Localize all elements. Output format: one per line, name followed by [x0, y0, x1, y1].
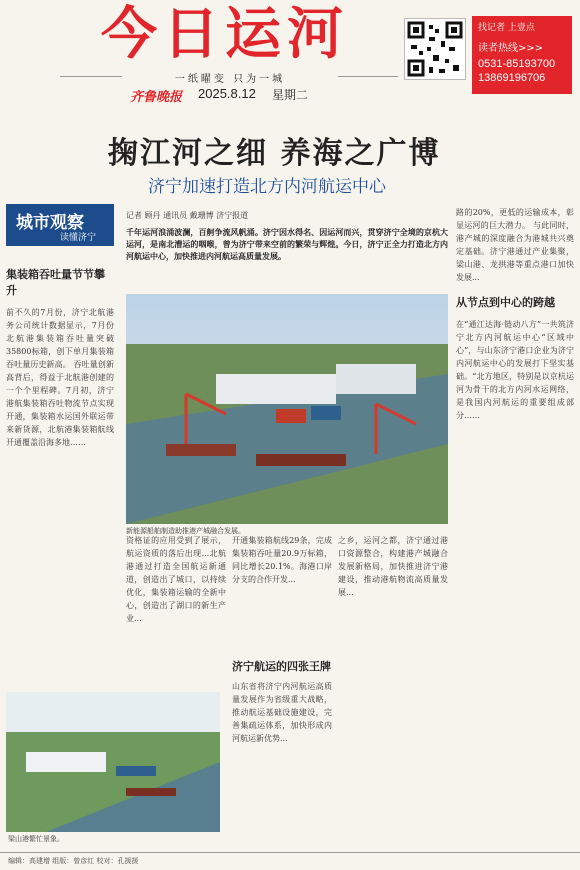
qr-code-icon[interactable]: [404, 18, 466, 80]
article-text: 在“通江达海·链动八方”一共筑济宁北方内河航运中心“区域中心”，与山东济宁港口企业为济宁内河航运中心的发展打下坚实基础。“北方地区，特别是以京杭运河为骨干的北方内河水运网络，是我国内河航运的重要组成部分……: [456, 320, 574, 420]
contact-label: 找记者 上壹点: [478, 23, 535, 33]
column-logo: [6, 204, 114, 246]
headline: 掬江河之细 养海之广博: [108, 136, 441, 171]
phone-number[interactable]: 13869196706: [478, 72, 546, 84]
article-text: 之乡，运河之都，济宁通过港口资源整合，构建港产城融合发展新格局，加快推进济宁港建设，推动港航物流高质量发展...: [338, 536, 448, 597]
paper-name: 齐鲁晚报: [130, 90, 183, 105]
masthead-slogan: 一纸曜变 只为一城: [174, 74, 286, 85]
phone-number[interactable]: 0531-85193700: [478, 58, 556, 70]
article-text: 前不久的7月份，济宁北航港务公司统计数据显示，7月份北航港集装箱吞吐量突破35800标箱，创下单月集装箱吞吐量历史新高。 吞吐量创新高背后，得益于北航港创建的一个个里程碑。7月初，济宁港航集装箱吞吐物流节点实现开通，集装箱水运国外联运带来新货源，北航港集装箱航线开通覆盖沿海多地……: [6, 308, 114, 447]
divider: [60, 76, 122, 77]
issue-date: 2025.8.12: [198, 86, 256, 101]
section-title: 济宁航运的四张王牌: [232, 660, 331, 673]
issue-weekday: 星期二: [272, 88, 309, 102]
photo-caption: 新能源船舶制造助推港产城融合发展。: [126, 527, 245, 535]
column-logo-title: 城市观察: [16, 213, 84, 233]
photo-caption: 梁山港繁忙景象。: [8, 835, 64, 843]
intro-text: 千年运河浪涌波澜，百舸争流风帆涌。济宁因水得名、因运河而兴，贯穿济宁全境的京杭大运河，是南北漕运的咽喉，曾为济宁带来空前的繁荣与辉煌。今日，济宁正全力打造北方内河航运中心，加快推进内河航运高质量发展。: [126, 227, 448, 261]
hotline-label: 读者热线>>>: [478, 43, 544, 54]
subhead: 济宁加速打造北方内河航运中心: [148, 177, 386, 197]
article-text: 资格证的应用受到了展示，航运资质的落后出现...北航港通过打造全国航运新通道，创造出了城口，以持续优化，集装箱运输的全新中心，创造出了湖口的新生产业...: [126, 536, 226, 623]
footer-credits: 编辑：高建增 组版：曾彦红 校对：孔援援: [0, 852, 580, 870]
port-aerial-photo: [126, 294, 448, 524]
byline: 记者 顾丹 通讯员 戴珊博 济宁报道: [126, 211, 249, 220]
article-text: 山东省将济宁内河航运高质量发展作为省级重大战略，推动航运基础设施建设，完善集疏运体系，加快形成内河航运新优势...: [232, 682, 332, 743]
masthead: [0, 0, 580, 106]
section-title: 集装箱吞吐量节节攀升: [6, 268, 105, 297]
port-harbor-photo: [6, 692, 220, 832]
article-text: 开通集装箱航线29条，完成集装箱吞吐量20.9万标箱，同比增长20.1%。海港口岸分支的合作开发...: [232, 536, 332, 584]
article-text: 路的20%，更低的运输成本，彰显运河的巨大潜力。 与此同时，港产城的深度融合为港城共兴奠定基础。济宁港通过产业集聚，梁山港、龙拱港等重点港口加快发展...: [456, 208, 574, 282]
contact-box: [472, 16, 572, 94]
divider: [338, 76, 398, 77]
right-column: [456, 206, 574, 842]
masthead-title: 今日运河: [101, 2, 349, 67]
column-logo-subtitle: 读懂济宁: [60, 233, 97, 243]
section-title: 从节点到中心的跨越: [456, 296, 555, 309]
